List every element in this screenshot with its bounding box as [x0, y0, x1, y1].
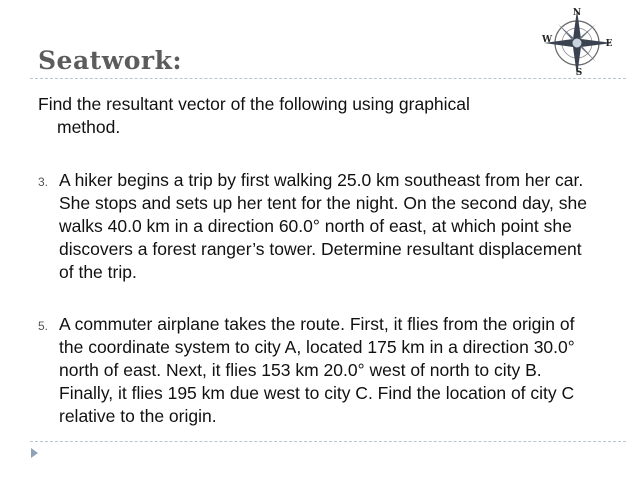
- problem-text: A hiker begins a trip by first walking 25.0 km southeast from her car. She stops and sets up her tent for the night. On the second day, she walks 40.0 km in a direction 60.0° north of east, at which point she discovers a forest ranger’s tower. Determine resultant displacement of the trip.: [59, 170, 587, 282]
- problem-text: A commuter airplane takes the route. First, it flies from the origin of the coordinate system to city A, located 175 km in a direction 30.0° north of east. Next, it flies 153 km 20.0° west of north to city B. Finally, it flies 195 km due west to city C. Find the location of city C relative to the origin.: [59, 314, 575, 426]
- instructions-line2: method.: [57, 117, 121, 137]
- compass-center: [572, 38, 582, 48]
- slide-title: Seatwork:: [38, 46, 183, 75]
- next-arrow-icon: [31, 448, 38, 458]
- instructions: [38, 93, 558, 139]
- compass-e-label: E: [605, 39, 613, 49]
- problem-item: [38, 313, 598, 428]
- instructions-line1: Find the resultant vector of the following using graphical: [38, 94, 470, 114]
- title-divider: [30, 78, 626, 79]
- compass-w-label: W: [541, 35, 553, 45]
- problem-item: [38, 169, 598, 284]
- compass-s-label: S: [575, 68, 583, 76]
- footer-divider: [30, 441, 626, 442]
- problem-number: 3.: [38, 175, 49, 189]
- problem-number: 5.: [38, 319, 49, 333]
- compass-rose-icon: [538, 6, 616, 76]
- compass-n-label: N: [572, 8, 582, 18]
